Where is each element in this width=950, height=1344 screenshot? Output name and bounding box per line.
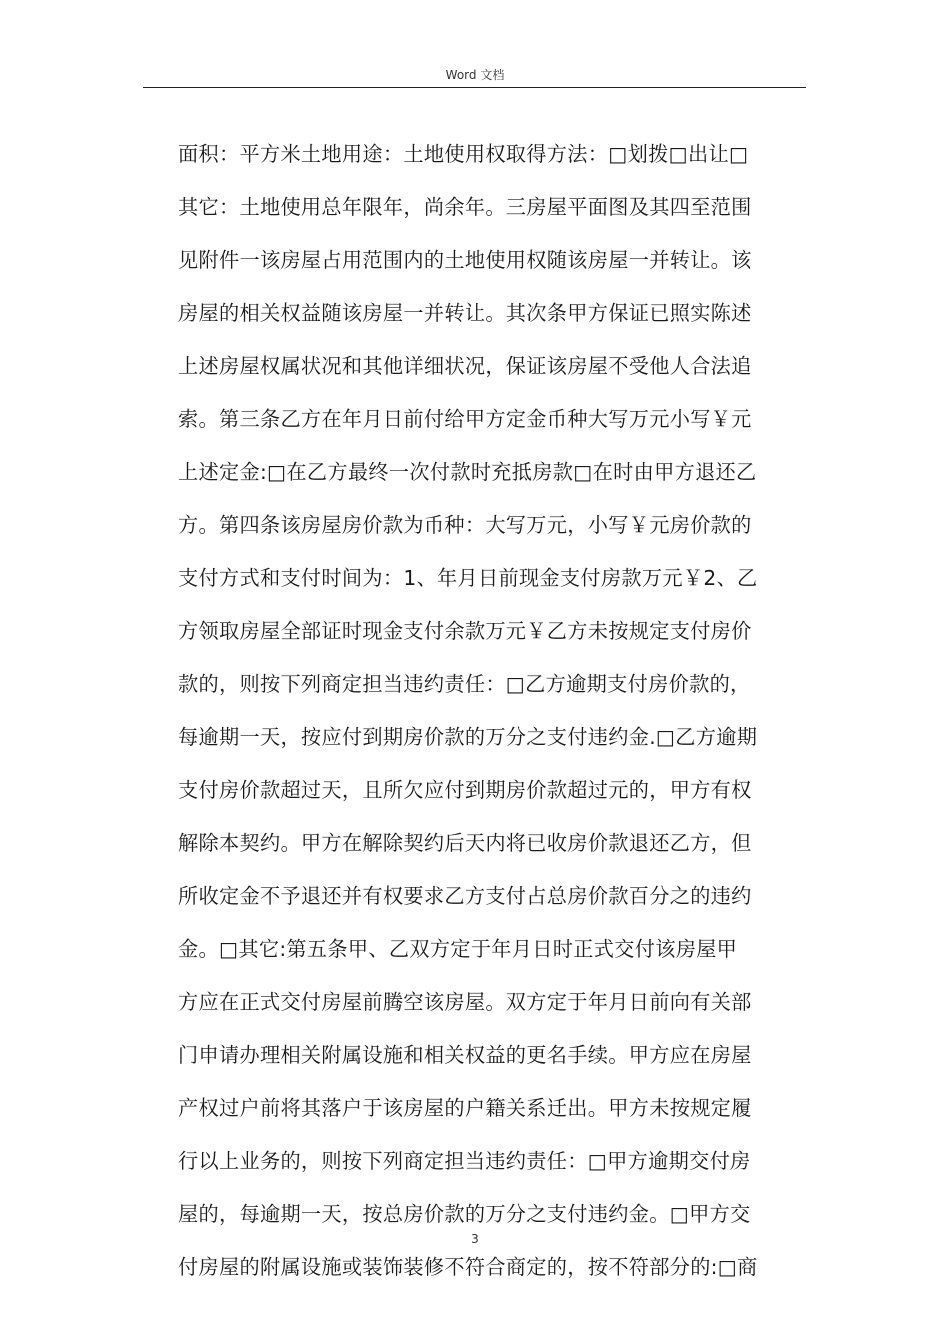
body-line: 屋的，每逾期一天，按总房价款的万分之支付违约金。□甲方交	[178, 1202, 751, 1226]
body-line: 行以上业务的，则按下列商定担当违约责任：□甲方逾期交付房	[178, 1149, 751, 1173]
body-line: 面积：平方米土地用途：土地使用权取得方法：□划拨□出让□	[178, 142, 749, 166]
body-line: 付房屋的附属设施或装饰装修不符合商定的，按不符部分的:□商	[178, 1255, 758, 1279]
body-line: 产权过户前将其落户于该房屋的户籍关系迁出。甲方未按规定履	[178, 1096, 752, 1120]
body-line: 方领取房屋全部证时现金支付余款万元￥乙方未按规定支付房价	[178, 619, 752, 643]
body-line: 方应在正式交付房屋前腾空该房屋。双方定于年月日前向有关部	[178, 990, 752, 1014]
body-line: 解除本契约。甲方在解除契约后天内将已收房价款退还乙方，但	[178, 831, 752, 855]
body-line: 索。第三条乙方在年月日前付给甲方定金币种大写万元小写￥元	[178, 407, 752, 431]
body-line: 支付方式和支付时间为：1、年月日前现金支付房款万元￥2、乙	[178, 566, 758, 590]
body-line: 上述房屋权属状况和其他详细状况，保证该房屋不受他人合法追	[178, 354, 752, 378]
body-line: 每逾期一天，按应付到期房价款的万分之支付违约金.□乙方逾期	[178, 725, 758, 749]
body-line: 房屋的相关权益随该房屋一并转让。其次条甲方保证已照实陈述	[178, 301, 752, 325]
body-line: 见附件一该房屋占用范围内的土地使用权随该房屋一并转让。该	[178, 248, 752, 272]
body-line: 款的，则按下列商定担当违约责任：□乙方逾期支付房价款的，	[178, 672, 751, 696]
document-body	[178, 128, 818, 1294]
page-header-title: Word 文档	[445, 68, 505, 82]
body-line: 金。□其它:第五条甲、乙双方定于年月日时正式交付该房屋甲	[178, 937, 738, 961]
body-line: 所收定金不予退还并有权要求乙方支付占总房价款百分之的违约	[178, 884, 752, 908]
body-line: 门申请办理相关附属设施和相关权益的更名手续。甲方应在房屋	[178, 1043, 752, 1067]
body-line: 上述定金:□在乙方最终一次付款时充抵房款□在时由甲方退还乙	[178, 460, 757, 484]
page-number: 3	[471, 1232, 479, 1246]
body-line: 其它：土地使用总年限年，尚余年。三房屋平面图及其四至范围	[178, 195, 752, 219]
body-line: 支付房价款超过天，且所欠应付到期房价款超过元的，甲方有权	[178, 778, 752, 802]
header-divider	[143, 87, 806, 88]
body-line: 方。第四条该房屋房价款为币种：大写万元，小写￥元房价款的	[178, 513, 752, 537]
